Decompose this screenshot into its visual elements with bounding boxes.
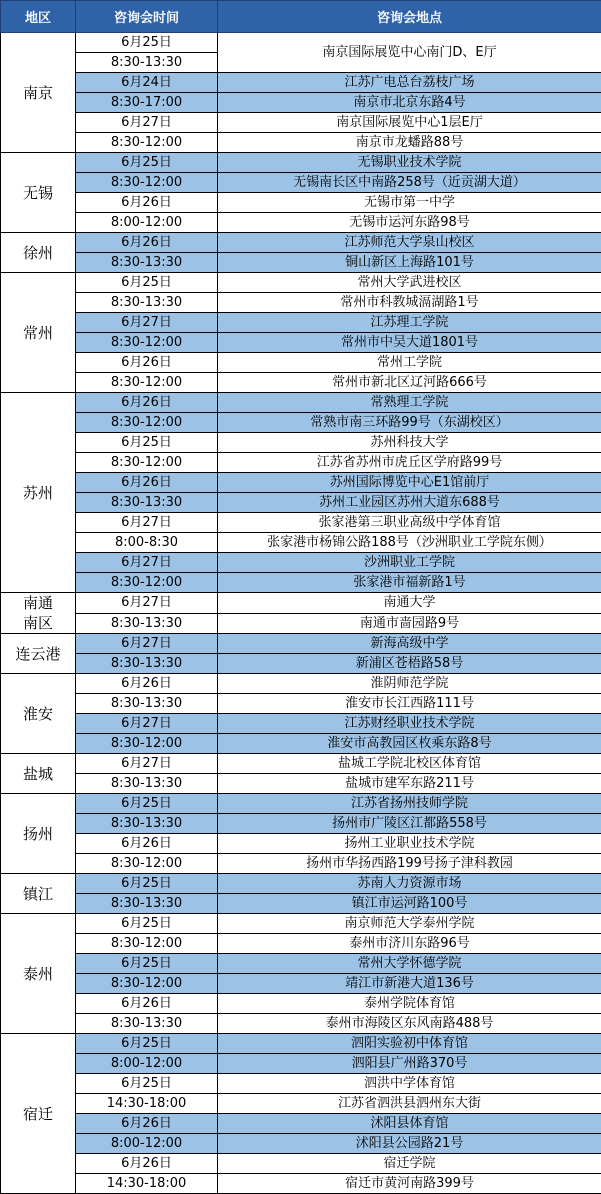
session-time: 8:00-12:00	[76, 1134, 218, 1154]
session-venue: 扬州工业职业技术学院	[218, 834, 601, 854]
session-date: 6月26日	[76, 193, 218, 213]
session-address: 无锡南长区中南路258号（近贡湖大道）	[218, 173, 601, 193]
table-row	[1, 934, 601, 954]
session-address: 盐城市建军东路211号	[218, 774, 601, 794]
table-row	[1, 734, 601, 754]
session-address: 新浦区苍梧路58号	[218, 654, 601, 674]
session-address: 张家港市福新路1号	[218, 573, 601, 593]
table-row	[1, 1014, 601, 1034]
session-address: 江苏省苏州市虎丘区学府路99号	[218, 453, 601, 473]
region-name: 盐城	[1, 754, 76, 794]
table-row	[1, 573, 601, 593]
session-date: 6月26日	[76, 674, 218, 694]
session-venue: 常熟理工学院	[218, 393, 601, 413]
session-address: 沭阳县公园路21号	[218, 1134, 601, 1154]
session-address: 常州市科教城滆湖路1号	[218, 293, 601, 313]
region-name: 无锡	[1, 153, 76, 233]
session-date: 6月25日	[76, 33, 218, 53]
session-address: 南京市龙蟠路88号	[218, 133, 601, 153]
table-row	[1, 954, 601, 974]
session-date: 6月26日	[76, 1114, 218, 1134]
session-time: 8:30-12:00	[76, 173, 218, 193]
table-row	[1, 193, 601, 213]
session-venue: 江苏财经职业技术学院	[218, 714, 601, 734]
table-row	[1, 73, 601, 93]
session-date: 6月25日	[76, 153, 218, 173]
session-time: 8:30-12:00	[76, 373, 218, 393]
session-date: 6月25日	[76, 433, 218, 453]
table-row	[1, 393, 601, 413]
session-venue: 无锡职业技术学院	[218, 153, 601, 173]
table-row	[1, 794, 601, 814]
session-time: 8:30-12:00	[76, 573, 218, 593]
session-venue: 泰州学院体育馆	[218, 994, 601, 1014]
session-venue: 常州大学怀德学院	[218, 954, 601, 974]
table-row	[1, 1034, 601, 1054]
session-venue: 江苏广电总台荔枝广场	[218, 73, 601, 93]
session-address: 淮安市高教园区枚乘东路8号	[218, 734, 601, 754]
session-venue: 新海高级中学	[218, 634, 601, 654]
table-row	[1, 1114, 601, 1134]
session-venue: 南通大学	[218, 593, 601, 614]
session-date: 6月26日	[76, 233, 218, 253]
session-time: 8:30-13:30	[76, 53, 218, 73]
table-row	[1, 1154, 601, 1174]
session-venue: 苏南人力资源市场	[218, 874, 601, 894]
region-name: 南通 南区	[1, 593, 76, 634]
session-date: 6月26日	[76, 353, 218, 373]
session-venue: 南京国际展览中心南门D、E厅	[218, 33, 601, 73]
session-time: 8:30-12:00	[76, 854, 218, 874]
session-date: 6月25日	[76, 954, 218, 974]
session-date: 6月27日	[76, 113, 218, 133]
session-venue: 常州工学院	[218, 353, 601, 373]
session-date: 6月26日	[76, 994, 218, 1014]
table-row	[1, 974, 601, 994]
table-row	[1, 613, 601, 634]
session-address: 苏州工业园区苏州大道东688号	[218, 493, 601, 513]
table-row	[1, 754, 601, 774]
session-date: 6月26日	[76, 1154, 218, 1174]
table-row	[1, 333, 601, 353]
session-address: 江苏省泗洪县泗州东大街	[218, 1094, 601, 1114]
table-row	[1, 874, 601, 894]
session-time: 8:00-12:00	[76, 1054, 218, 1074]
session-address: 扬州市广陵区江都路558号	[218, 814, 601, 834]
region-name: 宿迁	[1, 1034, 76, 1194]
session-time: 8:00-8:30	[76, 533, 218, 553]
session-date: 6月27日	[76, 513, 218, 533]
table-row	[1, 173, 601, 193]
session-date: 6月25日	[76, 874, 218, 894]
table-row	[1, 133, 601, 153]
session-time: 8:30-12:00	[76, 413, 218, 433]
table-row	[1, 834, 601, 854]
session-time: 8:30-12:00	[76, 974, 218, 994]
table-row	[1, 1134, 601, 1154]
table-row	[1, 233, 601, 253]
table-row	[1, 553, 601, 573]
session-venue: 苏州科技大学	[218, 433, 601, 453]
table-row	[1, 1174, 601, 1194]
session-address: 南通市啬园路9号	[218, 613, 601, 634]
session-time: 14:30-18:00	[76, 1094, 218, 1114]
session-date: 6月25日	[76, 1034, 218, 1054]
table-row	[1, 994, 601, 1014]
table-row	[1, 894, 601, 914]
session-address: 靖江市新港大道136号	[218, 974, 601, 994]
table-row	[1, 814, 601, 834]
session-venue: 沭阳县体育馆	[218, 1114, 601, 1134]
region-name: 南京	[1, 33, 76, 153]
table-row	[1, 473, 601, 493]
table-row	[1, 533, 601, 553]
session-time: 8:30-12:00	[76, 734, 218, 754]
table-row	[1, 694, 601, 714]
session-time: 8:30-13:30	[76, 694, 218, 714]
session-date: 6月25日	[76, 273, 218, 293]
region-name: 苏州	[1, 393, 76, 593]
session-time: 8:30-13:30	[76, 814, 218, 834]
table-row	[1, 593, 601, 614]
table-row	[1, 313, 601, 333]
region-name: 泰州	[1, 914, 76, 1034]
session-date: 6月27日	[76, 754, 218, 774]
session-time: 8:30-17:00	[76, 93, 218, 113]
table-row	[1, 513, 601, 533]
table-row	[1, 1074, 601, 1094]
table-row	[1, 714, 601, 734]
session-address: 南京市北京东路4号	[218, 93, 601, 113]
session-date: 6月26日	[76, 834, 218, 854]
session-address: 泰州市济川东路96号	[218, 934, 601, 954]
session-date: 6月27日	[76, 553, 218, 573]
table-row	[1, 33, 601, 53]
session-date: 6月25日	[76, 1074, 218, 1094]
session-date: 6月26日	[76, 473, 218, 493]
session-venue: 泗洪中学体育馆	[218, 1074, 601, 1094]
session-date: 6月24日	[76, 73, 218, 93]
session-venue: 宿迁学院	[218, 1154, 601, 1174]
region-name: 连云港	[1, 634, 76, 674]
session-date: 6月27日	[76, 634, 218, 654]
session-venue: 无锡市第一中学	[218, 193, 601, 213]
table-row	[1, 854, 601, 874]
table-row	[1, 433, 601, 453]
session-venue: 江苏理工学院	[218, 313, 601, 333]
session-time: 8:30-13:30	[76, 613, 218, 634]
session-address: 常州市新北区辽河路666号	[218, 373, 601, 393]
table-row	[1, 654, 601, 674]
session-date: 6月25日	[76, 794, 218, 814]
session-time: 8:30-12:00	[76, 133, 218, 153]
session-time: 8:30-13:30	[76, 253, 218, 273]
session-time: 8:30-12:00	[76, 934, 218, 954]
session-date: 6月27日	[76, 593, 218, 614]
session-time: 8:00-12:00	[76, 213, 218, 233]
schedule-body	[1, 33, 601, 1194]
region-name: 徐州	[1, 233, 76, 273]
table-row	[1, 213, 601, 233]
table-row	[1, 353, 601, 373]
session-address: 无锡市运河东路98号	[218, 213, 601, 233]
table-row	[1, 93, 601, 113]
session-venue: 盐城工学院北校区体育馆	[218, 754, 601, 774]
session-venue: 江苏师范大学泉山校区	[218, 233, 601, 253]
region-name: 扬州	[1, 794, 76, 874]
table-row	[1, 253, 601, 273]
session-date: 6月27日	[76, 313, 218, 333]
table-row	[1, 1054, 601, 1074]
session-time: 14:30-18:00	[76, 1174, 218, 1194]
table-row	[1, 273, 601, 293]
header-place: 咨询会地点	[218, 1, 601, 33]
session-venue: 江苏省扬州技师学院	[218, 794, 601, 814]
session-time: 8:30-12:00	[76, 333, 218, 353]
table-row	[1, 634, 601, 654]
table-row	[1, 674, 601, 694]
session-date: 6月26日	[76, 393, 218, 413]
session-address: 宿迁市黄河南路399号	[218, 1174, 601, 1194]
table-row	[1, 453, 601, 473]
session-address: 张家港市杨锦公路188号（沙洲职业工学院东侧）	[218, 533, 601, 553]
table-row	[1, 113, 601, 133]
session-address: 扬州市华扬西路199号扬子津科教园	[218, 854, 601, 874]
session-venue: 淮阴师范学院	[218, 674, 601, 694]
session-address: 镇江市运河路100号	[218, 894, 601, 914]
header-time: 咨询会时间	[76, 1, 218, 33]
session-venue: 苏州国际博览中心E1馆前厅	[218, 473, 601, 493]
session-date: 6月27日	[76, 714, 218, 734]
session-time: 8:30-13:30	[76, 1014, 218, 1034]
session-time: 8:30-12:00	[76, 453, 218, 473]
session-address: 铜山新区上海路101号	[218, 253, 601, 273]
session-venue: 张家港第三职业高级中学体育馆	[218, 513, 601, 533]
table-row	[1, 774, 601, 794]
table-row	[1, 1094, 601, 1114]
session-time: 8:30-13:30	[76, 894, 218, 914]
session-venue: 南京师范大学泰州学院	[218, 914, 601, 934]
session-venue: 泗阳实验初中体育馆	[218, 1034, 601, 1054]
session-venue: 沙洲职业工学院	[218, 553, 601, 573]
session-address: 泰州市海陵区东风南路488号	[218, 1014, 601, 1034]
table-row	[1, 293, 601, 313]
session-time: 8:30-13:30	[76, 493, 218, 513]
header-row	[1, 1, 601, 33]
session-venue: 常州大学武进校区	[218, 273, 601, 293]
table-row	[1, 373, 601, 393]
session-time: 8:30-13:30	[76, 774, 218, 794]
session-address: 常熟市南三环路99号（东湖校区）	[218, 413, 601, 433]
table-row	[1, 493, 601, 513]
region-name: 常州	[1, 273, 76, 393]
session-address: 常州市中吴大道1801号	[218, 333, 601, 353]
table-row	[1, 914, 601, 934]
header-region: 地区	[1, 1, 76, 33]
session-address: 泗阳县广州路370号	[218, 1054, 601, 1074]
table-row	[1, 153, 601, 173]
region-name: 镇江	[1, 874, 76, 914]
session-date: 6月25日	[76, 914, 218, 934]
table-row	[1, 413, 601, 433]
session-address: 淮安市长江西路111号	[218, 694, 601, 714]
session-time: 8:30-13:30	[76, 654, 218, 674]
session-time: 8:30-13:30	[76, 293, 218, 313]
session-venue: 南京国际展览中心1层E厅	[218, 113, 601, 133]
region-name: 淮安	[1, 674, 76, 754]
